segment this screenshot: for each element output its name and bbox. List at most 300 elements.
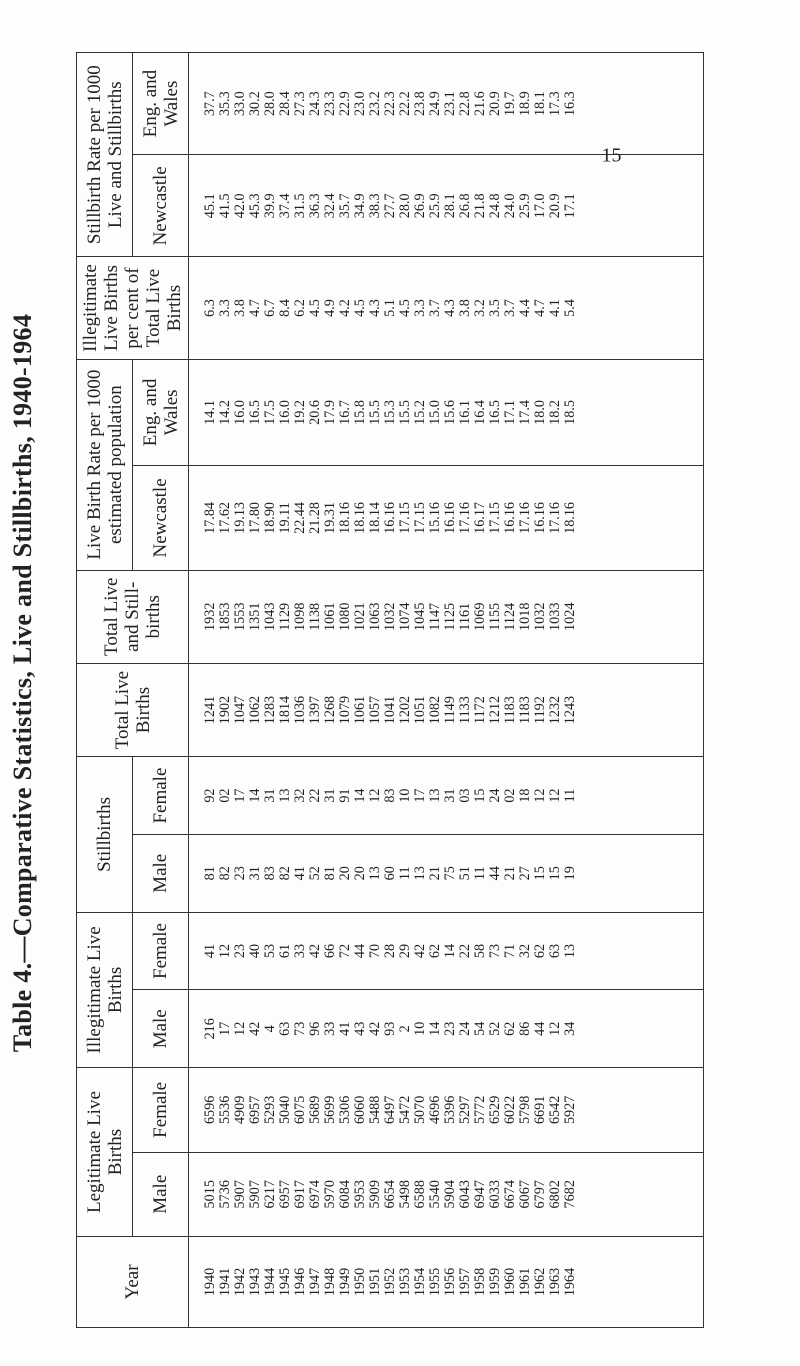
table-cell: 2 xyxy=(397,1025,413,1033)
table-cell: 5699 xyxy=(322,1095,338,1125)
table-cell: 6654 xyxy=(382,1180,398,1209)
table-cell: 216 xyxy=(202,1018,218,1040)
table-cell: 16.16 xyxy=(382,501,398,534)
table-cell: 14 xyxy=(442,943,458,959)
table-cell: 1032 xyxy=(382,602,398,631)
header-still-newcastle: Newcastle xyxy=(133,155,189,257)
table-cell: 1045 xyxy=(412,602,428,631)
table-cell: 24 xyxy=(487,788,503,803)
table-cell: 17.15 xyxy=(487,501,503,534)
table-cell: 13 xyxy=(412,866,428,881)
table-cell: 33 xyxy=(322,1021,338,1036)
table-cell: 38.3 xyxy=(367,193,383,219)
table-cell: 17.16 xyxy=(547,501,563,534)
table-cell: 1063 xyxy=(367,602,383,631)
table-cell: 15.0 xyxy=(427,400,443,425)
table-cell: 33 xyxy=(292,943,308,959)
table-cell: 17.15 xyxy=(397,501,413,534)
table-cell: 1036 xyxy=(292,695,308,725)
table-cell: 15 xyxy=(547,866,563,881)
live-rate-eng-wales-column xyxy=(203,360,578,466)
table-cell: 6067 xyxy=(517,1180,533,1209)
table-cell: 15.6 xyxy=(442,400,458,425)
table-cell: 1079 xyxy=(337,695,353,725)
table-cell: 13 xyxy=(277,788,293,803)
table-cell: 1021 xyxy=(352,602,368,631)
table-cell: 5772 xyxy=(472,1095,488,1125)
table-cell: 24.3 xyxy=(307,91,323,117)
table-cell: 62 xyxy=(502,1021,518,1036)
header-row-1 xyxy=(77,53,133,1328)
table-cell: 82 xyxy=(217,866,233,881)
table-cell: 23.2 xyxy=(367,91,383,117)
table-cell: 3.8 xyxy=(232,299,248,317)
table-cell: 31 xyxy=(442,788,458,803)
table-cell: 45.3 xyxy=(247,193,263,219)
table-cell: 21 xyxy=(427,866,443,881)
table-cell: 25.9 xyxy=(517,193,533,219)
table-cell: 60 xyxy=(382,866,398,881)
year-column xyxy=(203,1237,578,1327)
stillbirths-female-column xyxy=(203,757,578,834)
table-cell: 17.84 xyxy=(202,501,218,534)
stillbirth-rate-eng-wales-column xyxy=(203,53,578,154)
table-cell: 31.5 xyxy=(292,193,308,219)
header-total-live-still: Total Live and Still-births xyxy=(77,570,189,663)
table-cell: 41.5 xyxy=(217,193,233,219)
table-cell: 17.80 xyxy=(247,501,263,534)
table-cell: 12 xyxy=(217,943,233,959)
page-number: 15 xyxy=(601,144,622,167)
table-cell: 34.9 xyxy=(352,193,368,219)
table-cell: 24.8 xyxy=(487,193,503,219)
table-cell: 4.1 xyxy=(547,299,563,317)
table-cell: 15.8 xyxy=(352,400,368,425)
table-cell: 54 xyxy=(472,1021,488,1036)
table-cell: 4.5 xyxy=(307,299,323,317)
table-cell: 13 xyxy=(562,943,578,959)
table-cell: 6674 xyxy=(502,1180,518,1209)
table-cell: 23.8 xyxy=(412,91,428,117)
table-cell: 5970 xyxy=(322,1180,338,1209)
table-cell: 58 xyxy=(472,943,488,959)
table-cell: 15 xyxy=(472,788,488,803)
table-cell: 18.16 xyxy=(352,501,368,534)
table-cell: 17 xyxy=(412,788,428,803)
table-cell: 20.9 xyxy=(487,91,503,117)
illegitimate-percent-column xyxy=(203,257,578,358)
table-cell: 28 xyxy=(382,943,398,959)
table-cell: 14 xyxy=(427,1021,443,1036)
table-cell: 1948 xyxy=(322,1267,338,1297)
header-rate-newcastle: Newcastle xyxy=(133,466,189,570)
table-cell: 19.31 xyxy=(322,501,338,534)
header-year: Year xyxy=(77,1236,189,1327)
table-cell: 17.1 xyxy=(502,400,518,425)
illegitimate-male-column xyxy=(203,990,578,1067)
table-cell: 3.7 xyxy=(502,299,518,317)
table-cell: 17 xyxy=(232,788,248,803)
table-cell: 3.3 xyxy=(412,299,428,317)
table-cell: 13 xyxy=(427,788,443,803)
table-cell: 4.4 xyxy=(517,299,533,317)
table-cell: 22.2 xyxy=(397,91,413,117)
table-cell: 20.6 xyxy=(307,400,323,425)
table-cell: 21 xyxy=(502,866,518,881)
table-cell: 22 xyxy=(457,943,473,959)
table-cell: 41 xyxy=(202,943,218,959)
table-cell: 61 xyxy=(277,943,293,959)
table-cell: 29 xyxy=(397,943,413,959)
table-cell: 14.1 xyxy=(202,400,218,425)
table-cell: 5293 xyxy=(262,1095,278,1125)
table-cell: 12 xyxy=(547,1021,563,1036)
table-cell: 18.16 xyxy=(562,501,578,534)
header-illeg-male: Male xyxy=(133,990,189,1068)
table-cell: 27.3 xyxy=(292,91,308,117)
table-cell: 16.1 xyxy=(457,400,473,425)
table-cell: 43 xyxy=(352,1021,368,1036)
table-cell: 1082 xyxy=(427,695,443,725)
total-live-still-column xyxy=(203,571,578,663)
table-cell: 1024 xyxy=(562,602,578,631)
table-cell: 1351 xyxy=(247,602,263,631)
table-cell: 23 xyxy=(232,866,248,881)
table-cell: 1397 xyxy=(307,695,323,725)
table-cell: 23.1 xyxy=(442,91,458,117)
header-stillbirths: Stillbirths xyxy=(77,757,133,912)
table-cell: 11 xyxy=(562,788,578,803)
table-cell: 28.0 xyxy=(262,91,278,117)
table-cell: 6060 xyxy=(352,1095,368,1125)
table-cell: 37.4 xyxy=(277,193,293,219)
table-cell: 13 xyxy=(367,866,383,881)
table-cell: 6947 xyxy=(472,1180,488,1209)
table-cell: 24 xyxy=(457,1021,473,1036)
table-cell: 19.11 xyxy=(277,502,293,534)
table-cell: 86 xyxy=(517,1021,533,1036)
table-cell: 15.5 xyxy=(367,400,383,425)
total-live-column xyxy=(203,664,578,756)
table-cell: 42 xyxy=(367,1021,383,1036)
table-cell: 19.13 xyxy=(232,501,248,534)
table-cell: 1241 xyxy=(202,695,218,725)
table-cell: 14 xyxy=(352,788,368,803)
table-cell: 5040 xyxy=(277,1095,293,1125)
table-cell: 4.7 xyxy=(247,299,263,317)
table-cell: 6022 xyxy=(502,1095,518,1125)
table-cell: 1961 xyxy=(517,1267,533,1297)
table-cell: 7682 xyxy=(562,1180,578,1209)
table-cell: 31 xyxy=(322,788,338,803)
table-cell: 44 xyxy=(532,1021,548,1036)
table-cell: 42 xyxy=(247,1021,263,1036)
table-cell: 14.2 xyxy=(217,400,233,425)
table-cell: 41 xyxy=(292,866,308,881)
table-cell: 81 xyxy=(202,866,218,881)
table-cell: 32 xyxy=(517,943,533,959)
table-cell: 44 xyxy=(487,866,503,881)
table-cell: 6917 xyxy=(292,1180,308,1209)
table-cell: 3.8 xyxy=(457,299,473,317)
table-cell: 28.0 xyxy=(397,193,413,219)
table-cell: 28.4 xyxy=(277,91,293,117)
table-cell: 31 xyxy=(262,788,278,803)
table-cell: 11 xyxy=(397,866,413,881)
header-live-birth-rate: Live Birth Rate per 1000 estimated population xyxy=(77,359,133,570)
table-cell: 15.3 xyxy=(382,400,398,425)
table-cell: 1074 xyxy=(397,602,413,631)
table-cell: 6588 xyxy=(412,1180,428,1209)
table-cell: 37.7 xyxy=(202,91,218,117)
table-cell: 6802 xyxy=(547,1180,563,1209)
table-cell: 25.9 xyxy=(427,193,443,219)
table-cell: 19.2 xyxy=(292,400,308,425)
table-cell: 27.7 xyxy=(382,193,398,219)
table-cell: 1125 xyxy=(442,602,458,631)
table-cell: 6542 xyxy=(547,1095,563,1125)
table-cell: 33.0 xyxy=(232,91,248,117)
table-cell: 17.16 xyxy=(457,501,473,534)
table-cell: 1202 xyxy=(397,695,413,725)
table-cell: 17.62 xyxy=(217,501,233,534)
stillbirths-male-column xyxy=(203,835,578,912)
table-cell: 18.5 xyxy=(562,400,578,425)
table-cell: 6075 xyxy=(292,1095,308,1125)
table-cell: 6.2 xyxy=(292,299,308,317)
table-cell: 18.90 xyxy=(262,501,278,534)
table-cell: 12 xyxy=(232,1021,248,1036)
table-cell: 1212 xyxy=(487,695,503,725)
table-cell: 5.1 xyxy=(382,299,398,317)
table-cell: 24.0 xyxy=(502,193,518,219)
table-cell: 23.3 xyxy=(322,91,338,117)
table-cell: 83 xyxy=(382,788,398,803)
table-cell: 15.2 xyxy=(412,400,428,425)
table-cell: 18 xyxy=(517,788,533,803)
table-cell: 6033 xyxy=(487,1180,503,1209)
page-title: Table 4.—Comparative Statistics, Live and Stillbirths, 1940-1964 xyxy=(8,313,37,1053)
table-cell: 1947 xyxy=(307,1267,323,1297)
table-cell: 1033 xyxy=(547,602,563,631)
table-cell: 21.6 xyxy=(472,91,488,117)
table-cell: 5689 xyxy=(307,1095,323,1125)
table-cell: 24.9 xyxy=(427,91,443,117)
table-cell: 10 xyxy=(412,1021,428,1036)
statistics-table xyxy=(76,52,704,1328)
table-cell: 23 xyxy=(442,1021,458,1036)
table-cell: 1959 xyxy=(487,1267,503,1297)
table-cell: 93 xyxy=(382,1021,398,1036)
table-cell: 17.9 xyxy=(322,400,338,425)
table-cell: 6957 xyxy=(247,1095,263,1125)
table-cell: 6497 xyxy=(382,1095,398,1125)
header-rate-eng-wales: Eng. and Wales xyxy=(133,359,189,466)
table-cell: 5015 xyxy=(202,1180,218,1209)
table-cell: 15.16 xyxy=(427,501,443,534)
table-cell: 1942 xyxy=(232,1267,248,1297)
table-cell: 51 xyxy=(457,866,473,881)
table-cell: 5472 xyxy=(397,1095,413,1125)
table-cell: 12 xyxy=(547,788,563,803)
header-illegitimate: Illegitimate Live Births xyxy=(77,912,133,1067)
table-cell: 1951 xyxy=(367,1267,383,1297)
header-legitimate: Legitimate Live Births xyxy=(77,1068,133,1237)
table-cell: 6974 xyxy=(307,1180,323,1209)
table-cell: 17.3 xyxy=(547,91,563,117)
table-cell: 1138 xyxy=(307,602,323,631)
table-cell: 1062 xyxy=(247,695,263,725)
table-cell: 16.0 xyxy=(232,400,248,425)
table-cell: 1047 xyxy=(232,695,248,725)
table-cell: 83 xyxy=(262,866,278,881)
table-cell: 22 xyxy=(307,788,323,803)
table-cell: 1553 xyxy=(232,602,248,631)
table-cell: 3.2 xyxy=(472,299,488,317)
illegitimate-female-column xyxy=(203,913,578,990)
table-cell: 4909 xyxy=(232,1095,248,1125)
table-cell: 96 xyxy=(307,1021,323,1036)
table-cell: 1963 xyxy=(547,1267,563,1297)
table-cell: 5927 xyxy=(562,1095,578,1125)
table-cell: 73 xyxy=(487,943,503,959)
header-illeg-female: Female xyxy=(133,912,189,990)
table-cell: 5904 xyxy=(442,1180,458,1209)
table-cell: 20 xyxy=(352,866,368,881)
table-cell: 63 xyxy=(277,1021,293,1036)
table-cell: 1183 xyxy=(517,696,533,724)
table-cell: 5488 xyxy=(367,1095,383,1125)
table-cell: 72 xyxy=(337,943,353,959)
table-cell: 19.7 xyxy=(502,91,518,117)
table-cell: 1940 xyxy=(202,1267,218,1297)
table-cell: 52 xyxy=(307,866,323,881)
table-cell: 1949 xyxy=(337,1267,353,1297)
table-cell: 6957 xyxy=(277,1180,293,1209)
table-cell: 1814 xyxy=(277,695,293,725)
table-cell: 18.2 xyxy=(547,400,563,425)
table-cell: 5540 xyxy=(427,1180,443,1209)
table-cell: 75 xyxy=(442,866,458,881)
table-cell: 31 xyxy=(247,866,263,881)
table-cell: 1958 xyxy=(472,1267,488,1297)
table-cell: 5909 xyxy=(367,1180,383,1209)
table-cell: 1061 xyxy=(352,695,368,725)
table-cell: 16.5 xyxy=(487,400,503,425)
header-illegitimate-percent: Illegitimate Live Births per cent of Total Live Births xyxy=(77,257,189,359)
table-cell: 1032 xyxy=(532,602,548,631)
table-cell: 5396 xyxy=(442,1095,458,1125)
table-cell: 17.15 xyxy=(412,501,428,534)
table-cell: 21.28 xyxy=(307,501,323,534)
table-cell: 1953 xyxy=(397,1267,413,1297)
table-cell: 6529 xyxy=(487,1095,503,1125)
table-cell: 22.3 xyxy=(382,91,398,117)
table-cell: 14 xyxy=(247,788,263,803)
table-cell: 18.16 xyxy=(337,501,353,534)
table-cell: 1124 xyxy=(502,602,518,631)
table-cell: 62 xyxy=(532,943,548,959)
table-cell: 22.9 xyxy=(337,91,353,117)
table-cell: 1232 xyxy=(547,695,563,725)
stillbirth-rate-newcastle-column xyxy=(203,155,578,256)
table-cell: 1943 xyxy=(247,1267,263,1297)
table-cell: 1147 xyxy=(427,602,443,631)
table-cell: 82 xyxy=(277,866,293,881)
table-cell: 22.44 xyxy=(292,501,308,534)
table-cell: 30.2 xyxy=(247,91,263,117)
table-cell: 5297 xyxy=(457,1095,473,1125)
header-leg-male: Male xyxy=(133,1152,189,1236)
table-cell: 1964 xyxy=(562,1267,578,1297)
table-cell: 73 xyxy=(292,1021,308,1036)
table-cell: 1018 xyxy=(517,602,533,631)
table-cell: 5306 xyxy=(337,1095,353,1125)
table-cell: 44 xyxy=(352,943,368,959)
table-cell: 53 xyxy=(262,943,278,959)
table-cell: 6.3 xyxy=(202,299,218,317)
legitimate-male-column xyxy=(203,1153,578,1236)
table-cell: 3.3 xyxy=(217,299,233,317)
table-cell: 1183 xyxy=(502,696,518,724)
table-cell: 1051 xyxy=(412,695,428,725)
table-cell: 23.0 xyxy=(352,91,368,117)
table-cell: 03 xyxy=(457,788,473,803)
table-cell: 62 xyxy=(427,943,443,959)
table-cell: 16.7 xyxy=(337,400,353,425)
table-cell: 1172 xyxy=(472,696,488,724)
table-cell: 3.7 xyxy=(427,299,443,317)
table-cell: 1946 xyxy=(292,1267,308,1297)
table-cell: 1041 xyxy=(382,695,398,725)
table-cell: 1243 xyxy=(562,695,578,725)
table-cell: 16.16 xyxy=(532,501,548,534)
table-cell: 34 xyxy=(562,1021,578,1036)
table-cell: 20 xyxy=(337,866,353,881)
table-cell: 4.3 xyxy=(442,299,458,317)
table-cell: 5.4 xyxy=(562,299,578,317)
table-cell: 35.7 xyxy=(337,193,353,219)
table-cell: 5536 xyxy=(217,1095,233,1125)
table-cell: 1149 xyxy=(442,696,458,724)
table-cell: 91 xyxy=(337,788,353,803)
table-cell: 6797 xyxy=(532,1180,548,1209)
table-cell: 17.5 xyxy=(262,400,278,425)
table-cell: 1043 xyxy=(262,602,278,631)
table-cell: 1954 xyxy=(412,1267,428,1297)
table-cell: 1853 xyxy=(217,602,233,631)
table-cell: 26.8 xyxy=(457,193,473,219)
table-cell: 32.4 xyxy=(322,193,338,219)
table-cell: 02 xyxy=(502,788,518,803)
table-cell: 4.7 xyxy=(532,299,548,317)
table-cell: 70 xyxy=(367,943,383,959)
header-leg-female: Female xyxy=(133,1068,189,1152)
live-rate-newcastle-column xyxy=(203,466,578,569)
table-cell: 5907 xyxy=(247,1180,263,1209)
table-cell: 32 xyxy=(292,788,308,803)
table-cell: 6043 xyxy=(457,1180,473,1209)
table-cell: 19 xyxy=(562,866,578,881)
header-still-eng-wales: Eng. and Wales xyxy=(133,53,189,155)
table-cell: 11 xyxy=(472,866,488,881)
table-cell: 02 xyxy=(217,788,233,803)
table-cell: 4.3 xyxy=(367,299,383,317)
table-cell: 16.17 xyxy=(472,501,488,534)
table-cell: 66 xyxy=(322,943,338,959)
table-cell: 16.3 xyxy=(562,91,578,117)
table-cell: 52 xyxy=(487,1021,503,1036)
